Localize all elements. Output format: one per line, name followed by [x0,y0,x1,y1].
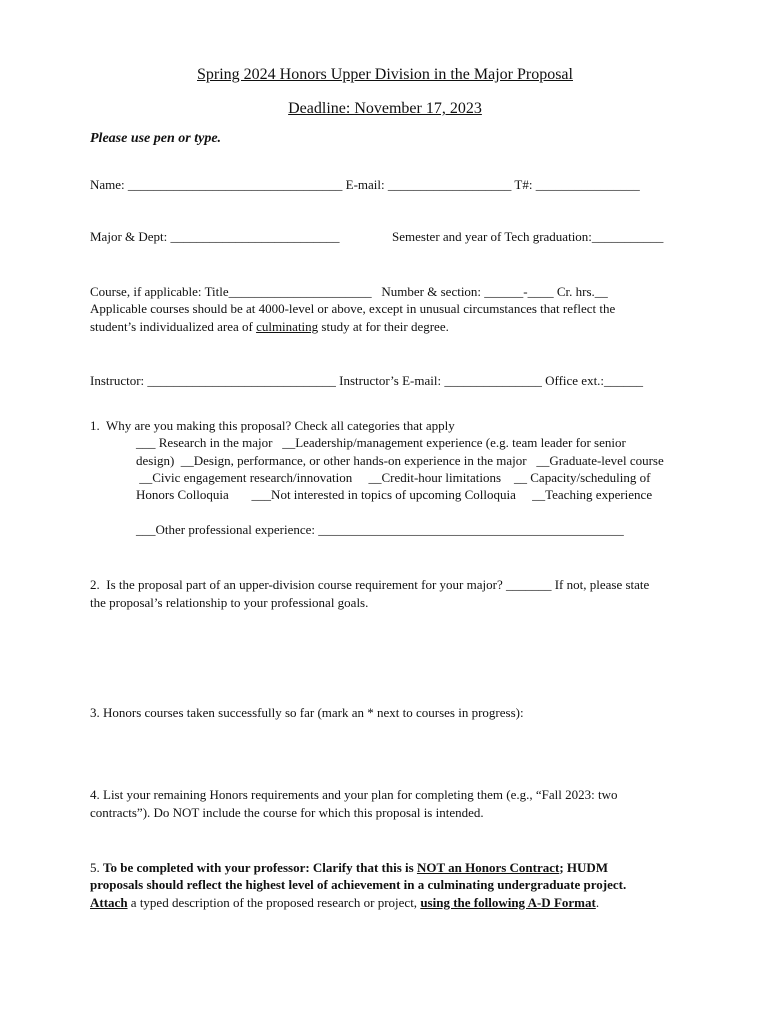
question-1: 1. Why are you making this proposal? Check all categories that apply [90,418,455,433]
q5-not-contract: NOT an Honors Contract [416,860,560,875]
note-text: student’s individualized area of [90,319,257,334]
question-2-cont: the proposal’s relationship to your professional goals. [90,595,369,610]
q5-hudm: ; HUDM [559,860,609,875]
page-title: Spring 2024 Honors Upper Division in the Major Proposal [197,66,573,83]
q5-format-link: using the following A-D Format [420,895,596,910]
applicable-courses-note-2 [90,319,449,335]
course-info-field[interactable]: Course, if applicable: Title______________________ Number & section: ______-____ Cr. hrs.__ [90,284,608,299]
question-5-cont: proposals should reflect the highest level of achievement in a culminating undergraduate project. [90,877,627,892]
q1-options-line-4[interactable]: Honors Colloquia ___Not interested in topics of upcoming Colloquia __Teaching experience [136,487,653,502]
note-underlined-word: culminating [256,319,319,334]
deadline-heading: Deadline: November 17, 2023 [288,100,482,117]
question-4-cont: contracts”). Do NOT include the course for which this proposal is intended. [90,805,484,820]
instruction-text: Please use pen or type. [90,131,222,146]
graduation-semester-field[interactable]: Semester and year of Tech graduation:___________ [392,229,664,244]
note-text-end: study at for their degree. [318,319,449,334]
q1-options-line-3[interactable]: __Civic engagement research/innovation __Credit-hour limitations __ Capacity/scheduling of [136,470,651,485]
major-dept-field[interactable]: Major & Dept: __________________________ [90,229,340,244]
applicable-courses-note: Applicable courses should be at 4000-level or above, except in unusual circumstances that reflect the [90,301,616,316]
question-5-attach [90,895,599,911]
q1-other-experience-field[interactable]: ___Other professional experience: _______________________________________________ [136,522,624,537]
question-2[interactable]: 2. Is the proposal part of an upper-division course requirement for your major? _______ If not, please state [90,577,650,592]
q5-number: 5. [90,860,103,875]
instructor-field[interactable]: Instructor: _____________________________ Instructor’s E-mail: _______________ Office ext.:______ [90,373,644,388]
question-5 [90,860,608,876]
question-3: 3. Honors courses taken successfully so far (mark an * next to courses in progress): [90,705,524,720]
q5-attach-word: Attach [90,895,128,910]
question-4: 4. List your remaining Honors requirements and your plan for completing them (e.g., “Fall 2023: two [90,787,618,802]
name-email-tnumber-field[interactable]: Name: _________________________________ E-mail: ___________________ T#: ________________ [90,177,640,192]
q1-options-line-1[interactable]: ___ Research in the major __Leadership/management experience (e.g. team leader for senior [136,435,626,450]
q5-period: . [595,895,600,910]
q5-bold-text: To be completed with your professor: Clarify that this is [103,860,417,875]
q1-options-line-2[interactable]: design) __Design, performance, or other hands-on experience in the major __Graduate-level course [136,453,664,468]
q5-attach-text: a typed description of the proposed research or project, [127,895,421,910]
